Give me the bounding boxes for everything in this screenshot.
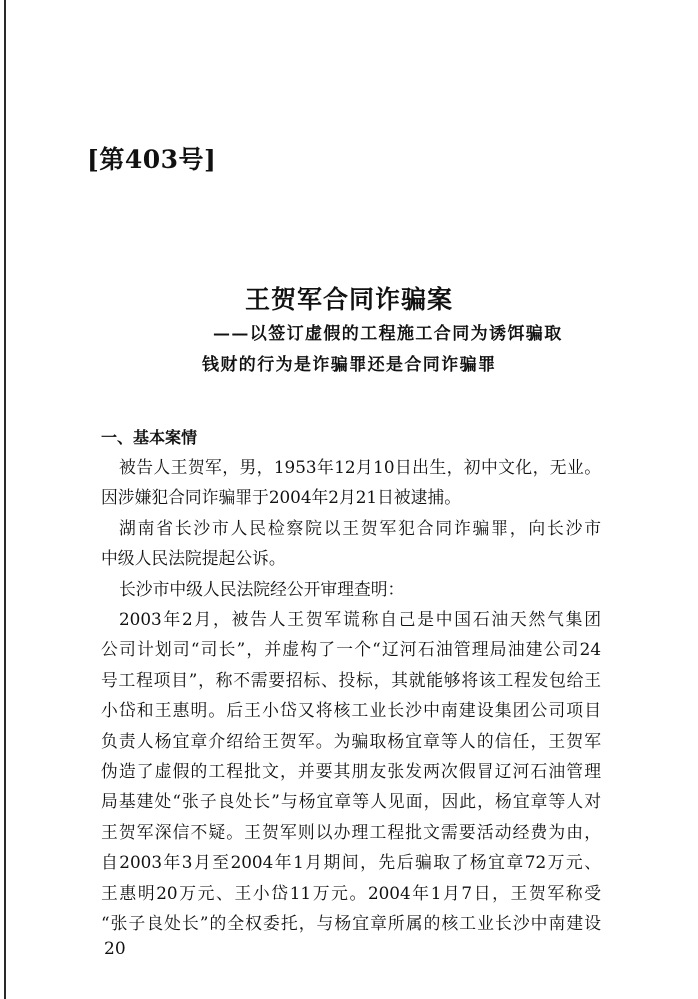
body-line: 公司计划司“司长”，并虚构了一个“辽河石油管理局油建公司24 [101, 639, 601, 659]
case-number: [第403号] [87, 145, 217, 174]
body-line: “张子良处长”的全权委托，与杨宜章所属的核工业长沙中南建设 [101, 913, 601, 933]
body-line: 局基建处“张子良处长”与杨宜章等人见面，因此，杨宜章等人对 [101, 791, 601, 811]
body-line: 负责人杨宜章介绍给王贺军。为骗取杨宜章等人的信任，王贺军 [101, 731, 601, 751]
body-line: 小岱和王惠明。后王小岱又将核工业长沙中南建设集团公司项目 [101, 700, 601, 720]
subtitle-line-1: ——以签订虚假的工程施工合同为诱饵骗取 [213, 324, 563, 344]
body-line: 王惠明20万元、王小岱11万元。2004年1月7日，王贺军称受 [101, 883, 601, 903]
subtitle-line-2: 钱财的行为是诈骗罪还是合同诈骗罪 [202, 355, 497, 375]
page-number: 20 [104, 939, 126, 959]
body-line: 自2003年3月至2004年1月期间，先后骗取了杨宜章72万元、 [101, 852, 601, 872]
body-line: 王贺军深信不疑。王贺军则以办理工程批文需要活动经费为由， [101, 822, 601, 842]
section-heading: 一、基本案情 [101, 428, 198, 447]
body-line: 被告人王贺军，男，1953年12月10日出生，初中文化，无业。 [119, 457, 601, 477]
body-line: 2003年2月，被告人王贺军谎称自己是中国石油天然气集团 [119, 609, 601, 629]
page-edge-rule [4, 0, 6, 999]
body-line: 中级人民法院提起公诉。 [101, 548, 286, 568]
case-title: 王贺军合同诈骗案 [244, 285, 453, 314]
body-line: 号工程项目”，称不需要招标、投标，其就能够将该工程发包给王 [101, 670, 601, 690]
body-line: 湖南省长沙市人民检察院以王贺军犯合同诈骗罪，向长沙市 [119, 518, 601, 538]
body-line: 因涉嫌犯合同诈骗罪于2004年2月21日被逮捕。 [101, 487, 462, 507]
body-line: 伪造了虚假的工程批文，并要其朋友张发两次假冒辽河石油管理 [101, 761, 601, 781]
body-line: 长沙市中级人民法院经公开审理查明： [119, 579, 405, 599]
